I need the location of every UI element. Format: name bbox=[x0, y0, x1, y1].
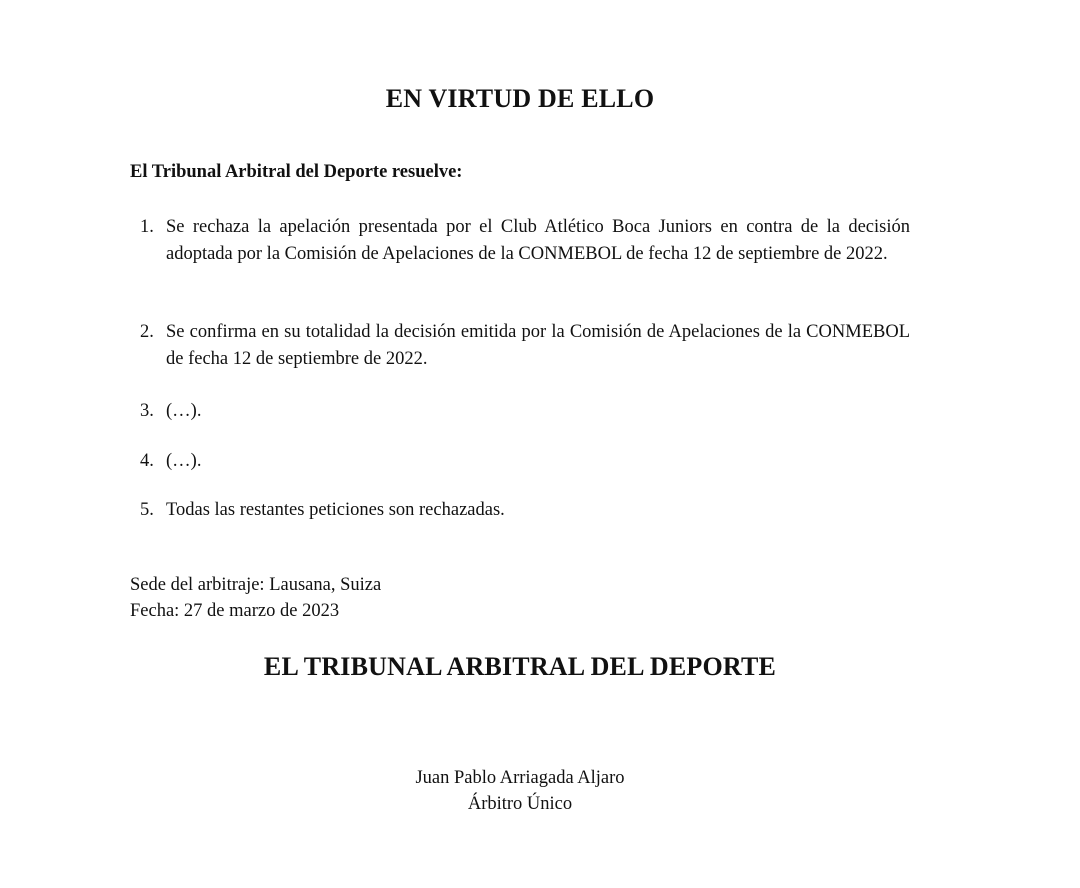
list-item-number: 4. bbox=[140, 451, 154, 471]
list-item-text: Se confirma en su totalidad la decisión emitida por la Comisión de Apelaciones de la CONMEBOL de fecha 12 de septiembre de 2022. bbox=[166, 322, 910, 369]
signatory-role: Árbitro Único bbox=[467, 794, 573, 814]
arbitration-meta bbox=[130, 572, 381, 624]
tribunal-heading: EL TRIBUNAL ARBITRAL DEL DEPORTE bbox=[263, 652, 777, 681]
list-item bbox=[130, 214, 910, 268]
signature-block bbox=[0, 765, 1040, 817]
list-item-text: Se rechaza la apelación presentada por el Club Atlético Boca Juniors en contra de la decisión adoptada por la Comisión de Apelaciones de la CONMEBOL de fecha 12 de septiembre de 2022. bbox=[166, 217, 910, 264]
arbitration-seat: Sede del arbitraje: Lausana, Suiza bbox=[130, 575, 382, 595]
signatory-name: Juan Pablo Arriagada Aljaro bbox=[415, 768, 625, 788]
list-item-text: Todas las restantes peticiones son rechazadas. bbox=[166, 500, 505, 520]
list-item bbox=[130, 448, 910, 475]
list-item bbox=[130, 497, 910, 524]
list-item-number: 3. bbox=[140, 401, 154, 421]
list-item-text: (…). bbox=[166, 401, 202, 421]
list-item-number: 2. bbox=[140, 322, 154, 342]
list-item-text: (…). bbox=[166, 451, 202, 471]
arbitration-date: Fecha: 27 de marzo de 2023 bbox=[130, 601, 340, 621]
list-item-number: 5. bbox=[140, 500, 154, 520]
resolution-intro: El Tribunal Arbitral del Deporte resuelve: bbox=[130, 162, 463, 182]
section-heading: EN VIRTUD DE ELLO bbox=[385, 84, 655, 113]
list-item bbox=[130, 319, 910, 373]
list-item-number: 1. bbox=[140, 217, 154, 237]
list-item bbox=[130, 398, 910, 425]
